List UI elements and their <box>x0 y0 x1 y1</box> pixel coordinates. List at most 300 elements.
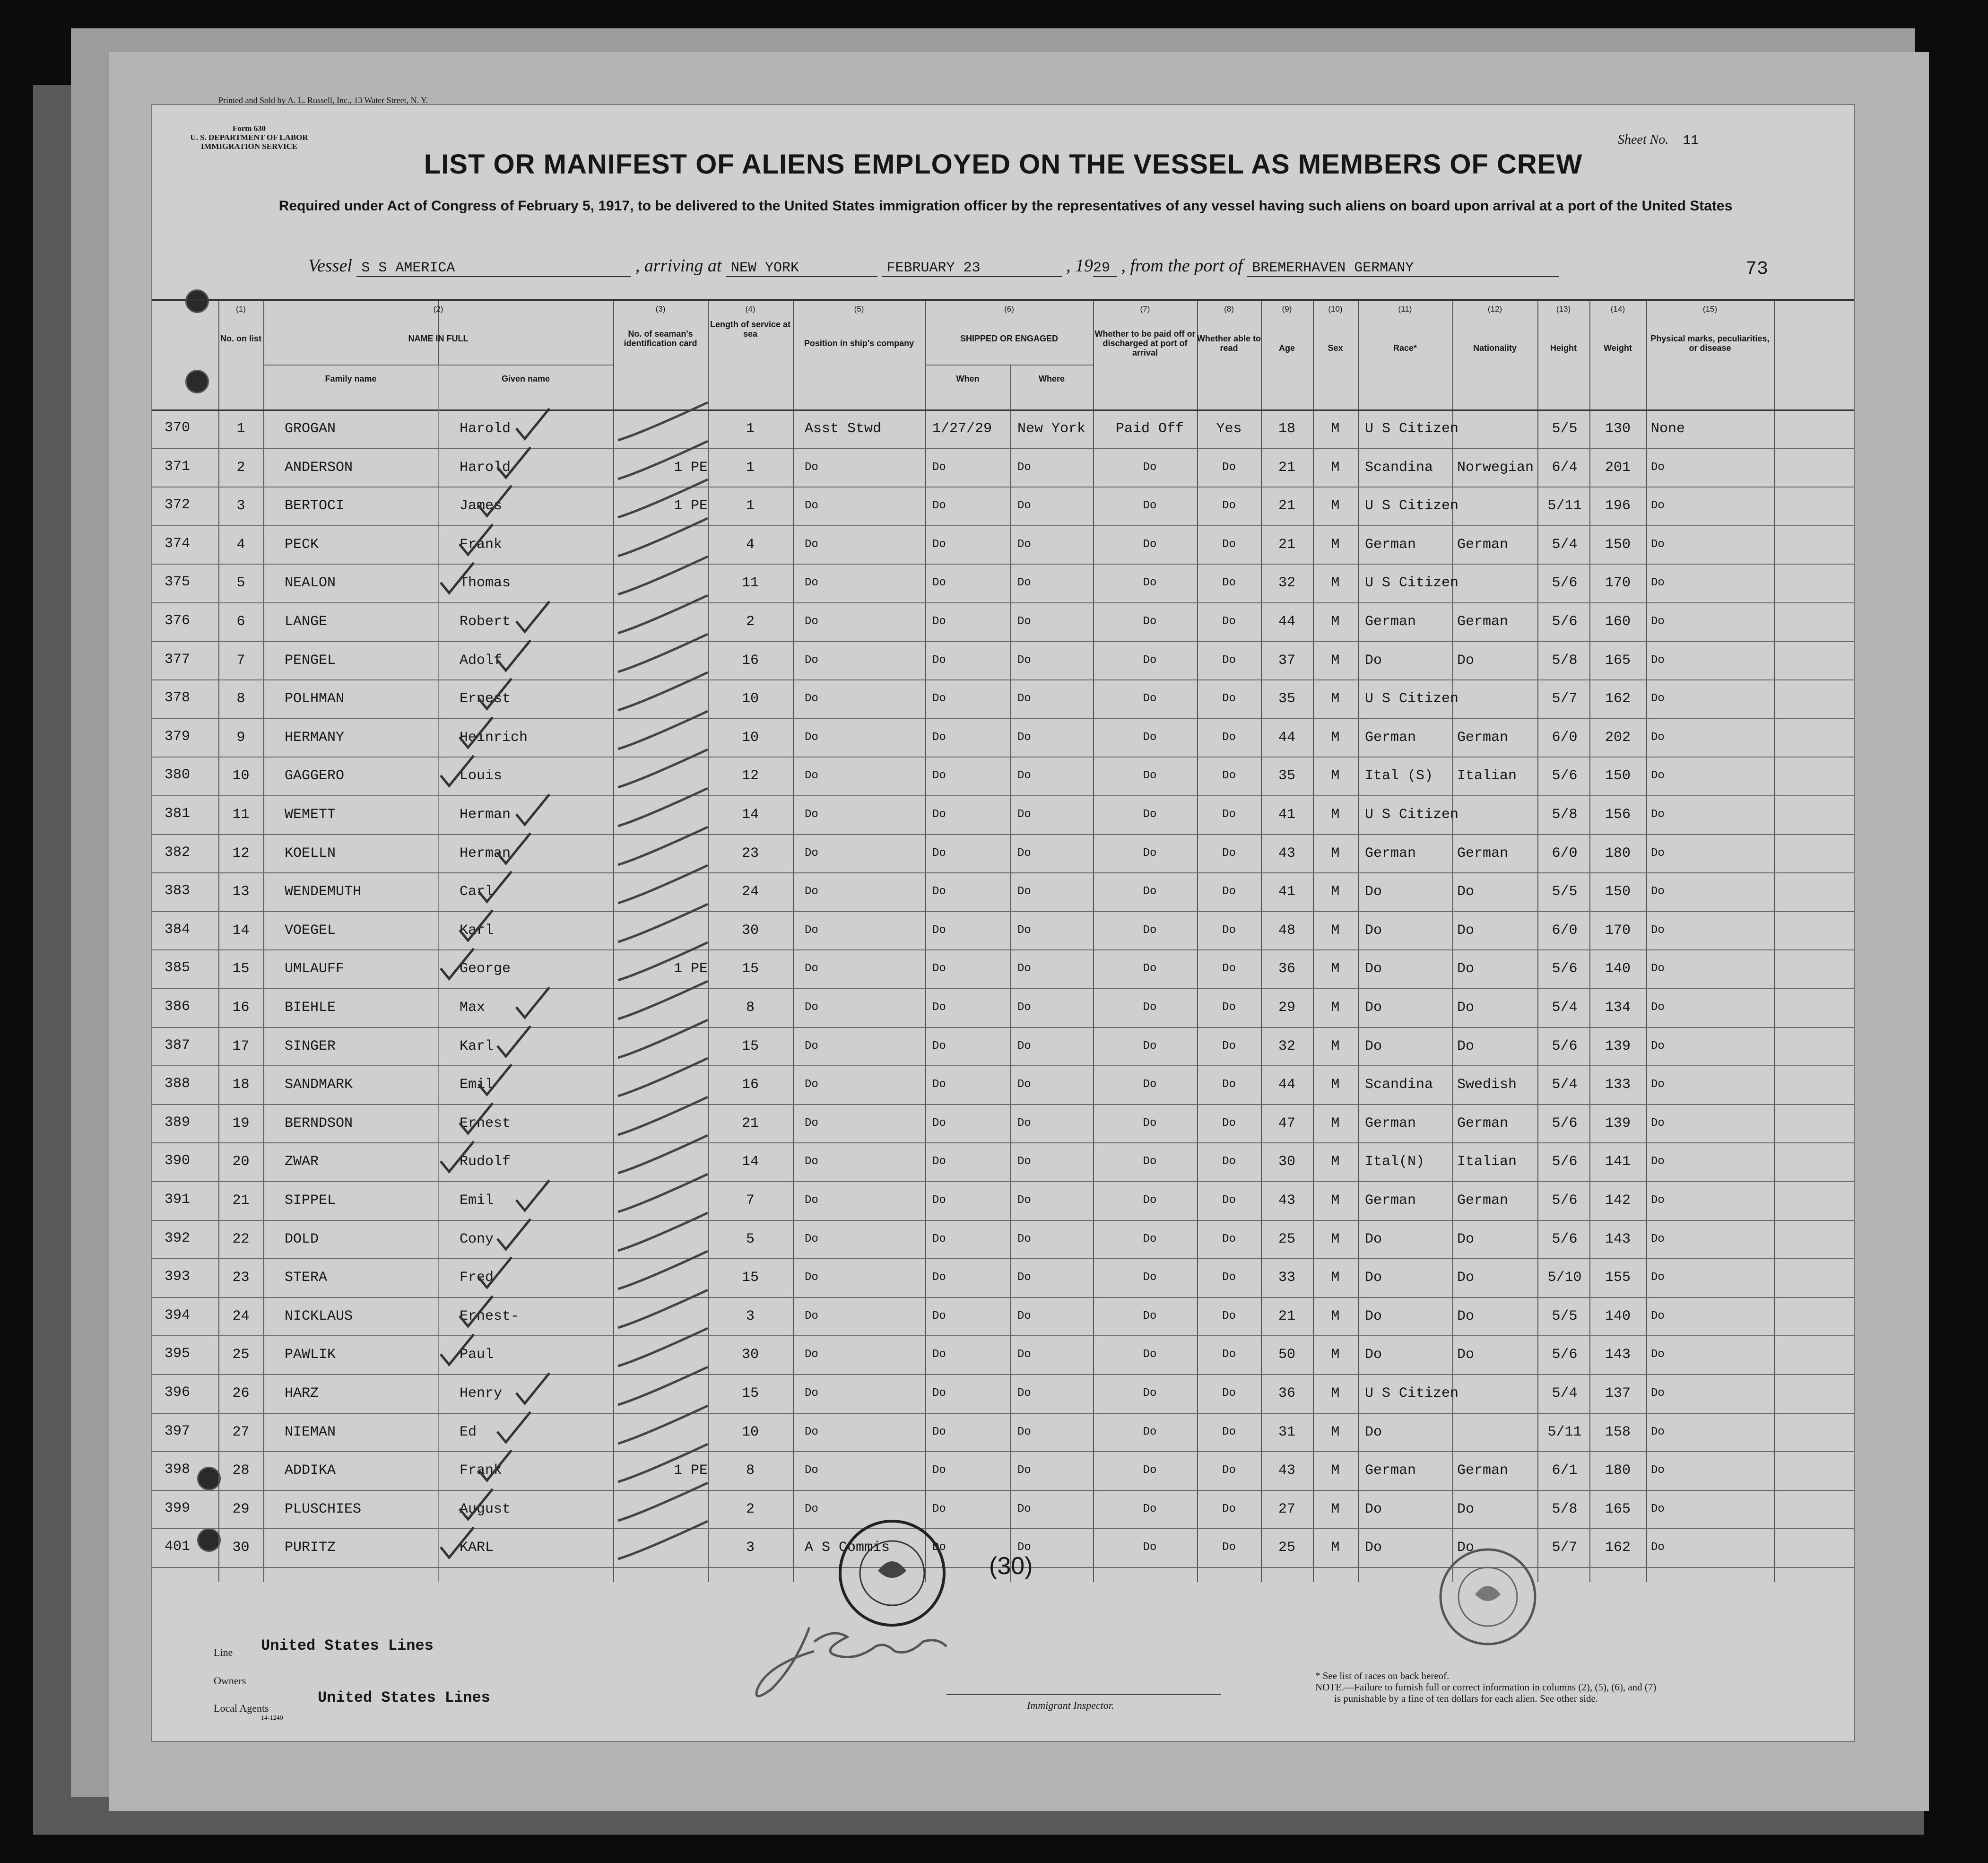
table-cell-height: 5/5 <box>1552 1308 1578 1324</box>
table-cell-given-name: Adolf <box>460 652 503 669</box>
table-cell-weight: 142 <box>1605 1193 1631 1209</box>
table-cell-given-name: August <box>460 1501 511 1517</box>
table-cell-sex: M <box>1331 1154 1340 1170</box>
table-cell-able-to-read: Do <box>1222 1232 1236 1245</box>
table-cell-physical-marks: Do <box>1651 1502 1665 1515</box>
table-cell-shipped-when: Do <box>932 499 946 513</box>
table-cell-paid-off: Do <box>1143 1194 1157 1207</box>
table-cell-height: 5/6 <box>1552 614 1578 630</box>
table-cell-age: 41 <box>1278 884 1295 900</box>
table-cell-height: 5/5 <box>1552 421 1578 437</box>
table-cell-height: 5/6 <box>1552 1193 1578 1209</box>
total-count: (30) <box>989 1552 1033 1580</box>
table-cell-weight: 140 <box>1605 1308 1631 1324</box>
table-cell-weight: 180 <box>1605 845 1631 862</box>
row-rule <box>152 1490 1854 1491</box>
checkmark-icon <box>436 559 478 597</box>
table-cell-shipped-when: 1/27/29 <box>932 421 992 437</box>
table-cell-paid-off: Do <box>1143 1001 1157 1014</box>
header-when: When <box>956 374 980 383</box>
table-cell-sex: M <box>1331 1385 1340 1402</box>
column-rule <box>1646 301 1647 1582</box>
checkmark-icon <box>455 1099 497 1137</box>
checkmark-icon <box>493 829 535 867</box>
table-cell-service-length: 10 <box>741 691 759 707</box>
manifest-number: 381 <box>164 806 190 822</box>
manifest-number: 397 <box>164 1423 190 1439</box>
pencil-slash-icon <box>613 1288 717 1330</box>
table-cell-given-name: Harold <box>460 421 511 437</box>
table-cell-sex: M <box>1331 1115 1340 1132</box>
table-cell-weight: 196 <box>1605 498 1631 514</box>
table-cell-able-to-read: Do <box>1222 461 1236 474</box>
column-number: (15) <box>1702 305 1718 313</box>
table-cell-shipped-when: Do <box>932 1502 946 1515</box>
row-rule <box>152 949 1854 950</box>
table-cell-shipped-when: Do <box>932 769 946 783</box>
crew-table <box>152 299 1854 1582</box>
table-cell-service-length: 1 <box>746 459 755 476</box>
table-cell-given-name: Henry <box>460 1385 503 1402</box>
table-cell-position: Do <box>805 1039 818 1053</box>
table-cell-shipped-when: Do <box>932 653 946 667</box>
table-cell-given-name: James <box>460 498 503 514</box>
table-cell-shipped-when: Do <box>932 846 946 860</box>
table-cell-service-length: 7 <box>746 1193 755 1209</box>
table-cell-position: Do <box>805 1464 818 1477</box>
table-cell-paid-off: Do <box>1143 1155 1157 1168</box>
table-cell-shipped-where: Do <box>1017 1232 1031 1245</box>
column-number: (6) <box>1004 305 1014 313</box>
header-given-name: Given name <box>501 374 550 383</box>
checkmark-icon <box>474 1254 516 1291</box>
table-cell-family-name: PLUSCHIES <box>285 1501 362 1517</box>
table-cell-age: 30 <box>1278 1154 1295 1170</box>
row-rule <box>152 564 1854 565</box>
line-value: United States Lines <box>261 1637 434 1654</box>
row-rule <box>152 1335 1854 1336</box>
table-cell-row-number: 18 <box>232 1077 250 1093</box>
table-cell-family-name: ADDIKA <box>285 1463 336 1479</box>
table-cell-service-length: 14 <box>741 1154 759 1170</box>
checkmark-icon <box>436 752 478 790</box>
pencil-slash-icon <box>613 632 717 674</box>
pencil-slash-icon <box>613 863 717 905</box>
table-cell-sex: M <box>1331 1077 1340 1093</box>
table-cell-sex: M <box>1331 884 1340 900</box>
table-cell-shipped-where: Do <box>1017 615 1031 628</box>
table-cell-family-name: VOEGEL <box>285 922 336 939</box>
table-cell-paid-off: Do <box>1143 1271 1157 1284</box>
column-rule <box>263 301 264 1582</box>
table-cell-physical-marks: Do <box>1651 576 1665 590</box>
table-cell-service-length: 10 <box>741 1424 759 1440</box>
checkmark-icon <box>436 1331 478 1368</box>
pencil-slash-icon <box>613 747 717 790</box>
table-cell-given-name: Ernest <box>460 691 511 707</box>
table-cell-race: Scandina <box>1365 1077 1433 1093</box>
table-cell-physical-marks: Do <box>1651 1078 1665 1091</box>
table-cell-position: Do <box>805 576 818 590</box>
table-cell-shipped-where: Do <box>1017 731 1031 744</box>
table-cell-race: German <box>1365 1193 1416 1209</box>
table-cell-race: Do <box>1365 961 1382 977</box>
table-cell-service-length: 8 <box>746 1000 755 1016</box>
table-cell-family-name: ZWAR <box>285 1154 319 1170</box>
table-cell-row-number: 20 <box>232 1154 250 1170</box>
row-rule <box>152 525 1854 526</box>
table-cell-position: Do <box>805 1309 818 1323</box>
table-cell-shipped-where: Do <box>1017 461 1031 474</box>
table-cell-able-to-read: Do <box>1222 1155 1236 1168</box>
table-cell-shipped-when: Do <box>932 1116 946 1130</box>
table-cell-weight: 141 <box>1605 1154 1631 1170</box>
table-cell-given-name: Rudolf <box>460 1154 511 1170</box>
table-cell-given-name: George <box>460 961 511 977</box>
table-cell-height: 5/6 <box>1552 961 1578 977</box>
table-cell-sex: M <box>1331 961 1340 977</box>
pencil-slash-icon <box>613 1249 717 1291</box>
vessel-name: S S AMERICA <box>356 260 631 277</box>
table-cell-shipped-when: Do <box>932 538 946 551</box>
table-cell-age: 37 <box>1278 652 1295 669</box>
table-cell-paid-off: Do <box>1143 1541 1157 1554</box>
table-cell-paid-off: Do <box>1143 1116 1157 1130</box>
table-cell-shipped-when: Do <box>932 576 946 590</box>
table-cell-height: 5/6 <box>1552 1038 1578 1054</box>
column-rule <box>1093 301 1094 1582</box>
table-cell-position: Do <box>805 1232 818 1245</box>
table-cell-position: A S Commis <box>805 1540 890 1556</box>
table-cell-row-number: 10 <box>232 768 250 784</box>
table-cell-paid-off: Do <box>1143 808 1157 821</box>
checkmark-icon <box>474 482 516 520</box>
table-cell-given-name: Ed <box>460 1424 477 1440</box>
table-cell-physical-marks: Do <box>1651 923 1665 937</box>
table-cell-given-name: Karl <box>460 922 494 939</box>
table-cell-height: 5/6 <box>1552 768 1578 784</box>
sheet-number: Sheet No. 11 <box>1618 132 1699 148</box>
row-rule <box>152 795 1854 796</box>
column-number: (3) <box>655 305 666 313</box>
table-cell-shipped-where: New York <box>1017 421 1086 437</box>
table-cell-service-length: 15 <box>741 1038 759 1054</box>
table-cell-paid-off: Do <box>1143 962 1157 975</box>
table-cell-sex: M <box>1331 807 1340 823</box>
header-subrule <box>925 365 1093 366</box>
arrival-date: FEBRUARY 23 <box>882 260 1062 277</box>
table-cell-row-number: 6 <box>236 614 245 630</box>
header-position: Position in ship's company <box>804 339 914 348</box>
table-cell-shipped-when: Do <box>932 615 946 628</box>
table-cell-nationality: German <box>1457 1463 1509 1479</box>
table-cell-family-name: UMLAUFF <box>285 961 345 977</box>
table-cell-able-to-read: Do <box>1222 1039 1236 1053</box>
table-cell-paid-off: Do <box>1143 1309 1157 1323</box>
table-cell-paid-off: Do <box>1143 538 1157 551</box>
table-cell-family-name: WENDEMUTH <box>285 884 362 900</box>
table-cell-nationality: Do <box>1457 652 1475 669</box>
table-cell-service-length: 16 <box>741 652 759 669</box>
table-cell-paid-off: Do <box>1143 653 1157 667</box>
row-rule <box>152 1104 1854 1105</box>
table-cell-service-length: 1 <box>746 498 755 514</box>
table-cell-sex: M <box>1331 498 1340 514</box>
table-cell-weight: 134 <box>1605 1000 1631 1016</box>
table-cell-age: 31 <box>1278 1424 1295 1440</box>
table-cell-paid-off: Paid Off <box>1115 421 1184 437</box>
table-cell-nationality: Do <box>1457 1501 1475 1517</box>
manifest-number: 377 <box>164 651 190 668</box>
table-cell-physical-marks: Do <box>1651 615 1665 628</box>
table-cell-given-name: Frank <box>460 536 503 553</box>
table-cell-shipped-where: Do <box>1017 769 1031 783</box>
table-cell-physical-marks: Do <box>1651 1425 1665 1438</box>
table-cell-family-name: PENGEL <box>285 652 336 669</box>
table-cell-position: Do <box>805 1194 818 1207</box>
table-cell-family-name: NIEMAN <box>285 1424 336 1440</box>
manifest-number: 387 <box>164 1037 190 1053</box>
table-cell-service-length: 21 <box>741 1115 759 1132</box>
checkmark-icon <box>493 1022 535 1060</box>
row-rule <box>152 1297 1854 1298</box>
table-cell-able-to-read: Do <box>1222 1387 1236 1400</box>
table-cell-service-length: 12 <box>741 768 759 784</box>
pencil-slash-icon <box>613 1403 717 1446</box>
table-cell-shipped-where: Do <box>1017 1464 1031 1477</box>
table-cell-height: 5/7 <box>1552 1540 1578 1556</box>
table-cell-service-length: 11 <box>741 575 759 592</box>
table-cell-age: 43 <box>1278 1193 1295 1209</box>
pencil-slash-icon <box>613 825 717 867</box>
pencil-slash-icon <box>613 670 717 713</box>
table-cell-paid-off: Do <box>1143 615 1157 628</box>
table-cell-sex: M <box>1331 1038 1340 1054</box>
table-cell-able-to-read: Do <box>1222 615 1236 628</box>
table-cell-shipped-where: Do <box>1017 692 1031 705</box>
table-cell-weight: 156 <box>1605 807 1631 823</box>
pencil-slash-icon <box>613 1133 717 1175</box>
table-cell-race: U S Citizen <box>1365 575 1459 592</box>
table-cell-row-number: 22 <box>232 1231 250 1247</box>
table-cell-row-number: 28 <box>232 1463 250 1479</box>
table-cell-service-length: 8 <box>746 1463 755 1479</box>
column-number: (12) <box>1487 305 1502 313</box>
table-cell-row-number: 26 <box>232 1385 250 1402</box>
table-cell-weight: 165 <box>1605 1501 1631 1517</box>
header-name-in-full: NAME IN FULL <box>408 334 469 343</box>
table-cell-physical-marks: Do <box>1651 1464 1665 1477</box>
table-cell-position: Do <box>805 1116 818 1130</box>
table-cell-able-to-read: Do <box>1222 653 1236 667</box>
table-cell-paid-off: Do <box>1143 1502 1157 1515</box>
table-cell-weight: 170 <box>1605 922 1631 939</box>
table-cell-given-name: Ernest- <box>460 1308 520 1324</box>
table-cell-given-name: Fred <box>460 1270 494 1286</box>
pencil-slash-icon <box>613 1095 717 1137</box>
manifest-number: 401 <box>164 1539 190 1555</box>
table-cell-shipped-when: Do <box>932 1232 946 1245</box>
line-label: Line <box>214 1646 233 1658</box>
table-cell-physical-marks: Do <box>1651 962 1665 975</box>
table-cell-id-card: 1 PE <box>673 498 708 514</box>
table-cell-nationality: Italian <box>1457 1154 1517 1170</box>
table-cell-nationality: German <box>1457 536 1509 553</box>
table-cell-age: 44 <box>1278 1077 1295 1093</box>
table-cell-shipped-when: Do <box>932 1348 946 1361</box>
table-cell-nationality: Do <box>1457 884 1475 900</box>
table-cell-paid-off: Do <box>1143 1078 1157 1091</box>
pencil-slash-icon <box>613 1365 717 1407</box>
table-cell-position: Do <box>805 1001 818 1014</box>
manifest-number: 399 <box>164 1500 190 1516</box>
table-cell-position: Do <box>805 769 818 783</box>
table-cell-sex: M <box>1331 1308 1340 1324</box>
table-cell-position: Asst Stwd <box>805 421 882 437</box>
signature-line <box>946 1694 1221 1695</box>
arrival-year: 29 <box>1093 260 1117 277</box>
table-cell-nationality: Do <box>1457 961 1475 977</box>
table-cell-physical-marks: Do <box>1651 538 1665 551</box>
table-cell-family-name: NEALON <box>285 575 336 592</box>
table-cell-age: 18 <box>1278 421 1295 437</box>
table-cell-paid-off: Do <box>1143 923 1157 937</box>
table-cell-race: Do <box>1365 1540 1382 1556</box>
table-cell-able-to-read: Do <box>1222 538 1236 551</box>
row-rule <box>152 679 1854 680</box>
table-cell-family-name: ANDERSON <box>285 459 353 476</box>
header-nationality: Nationality <box>1473 343 1517 353</box>
table-cell-family-name: BERTOCI <box>285 498 345 514</box>
table-cell-able-to-read: Do <box>1222 1116 1236 1130</box>
table-cell-weight: 133 <box>1605 1077 1631 1093</box>
table-cell-nationality: Do <box>1457 1038 1475 1054</box>
column-number: (1) <box>236 305 246 313</box>
table-cell-race: Do <box>1365 1308 1382 1324</box>
manifest-number: 375 <box>164 574 190 591</box>
checkmark-icon <box>512 984 554 1021</box>
table-cell-given-name: Max <box>460 1000 486 1016</box>
table-cell-shipped-where: Do <box>1017 1502 1031 1515</box>
table-cell-able-to-read: Do <box>1222 962 1236 975</box>
table-cell-nationality: German <box>1457 845 1509 862</box>
table-cell-shipped-when: Do <box>932 692 946 705</box>
table-cell-family-name: DOLD <box>285 1231 319 1247</box>
table-cell-row-number: 24 <box>232 1308 250 1324</box>
table-cell-given-name: Heinrich <box>460 729 528 746</box>
table-cell-physical-marks: Do <box>1651 1541 1665 1554</box>
footnote: * See list of races on back hereof. NOTE.—Failure to furnish full or correct information in columns (2), (5), (6), and (7) is punishable by a fine of ten dollars for each alien. See other side. <box>1315 1670 1657 1704</box>
table-cell-given-name: Carl <box>460 884 494 900</box>
checkmark-icon <box>436 1138 478 1175</box>
table-cell-race: Do <box>1365 884 1382 900</box>
table-cell-sex: M <box>1331 652 1340 669</box>
table-cell-weight: 170 <box>1605 575 1631 592</box>
column-number: (10) <box>1328 305 1343 313</box>
row-rule <box>152 834 1854 835</box>
pencil-slash-icon <box>613 1210 717 1253</box>
table-cell-able-to-read: Do <box>1222 1502 1236 1515</box>
manifest-number: 380 <box>164 767 190 784</box>
table-cell-service-length: 30 <box>741 1347 759 1363</box>
table-cell-weight: 143 <box>1605 1231 1631 1247</box>
table-cell-shipped-when: Do <box>932 461 946 474</box>
table-cell-service-length: 3 <box>746 1308 755 1324</box>
table-cell-able-to-read: Do <box>1222 769 1236 783</box>
manifest-number: 376 <box>164 613 190 629</box>
table-cell-weight: 155 <box>1605 1270 1631 1286</box>
column-number: (13) <box>1556 305 1571 313</box>
manifest-number: 382 <box>164 844 190 861</box>
table-cell-service-length: 5 <box>746 1231 755 1247</box>
table-cell-row-number: 2 <box>236 459 245 476</box>
table-cell-age: 29 <box>1278 1000 1295 1016</box>
table-cell-position: Do <box>805 808 818 821</box>
table-cell-physical-marks: Do <box>1651 885 1665 898</box>
row-rule <box>152 1374 1854 1375</box>
table-cell-able-to-read: Do <box>1222 1309 1236 1323</box>
departure-port: BREMERHAVEN GERMANY <box>1247 260 1559 277</box>
table-cell-service-length: 14 <box>741 807 759 823</box>
table-cell-paid-off: Do <box>1143 885 1157 898</box>
table-cell-nationality: Do <box>1457 1308 1475 1324</box>
row-rule <box>152 911 1854 912</box>
checkmark-icon <box>455 1292 497 1330</box>
printer-credit: Printed and Sold by A. L. Russell, Inc., 13 Water Street, N. Y. <box>218 96 428 105</box>
pencil-slash-icon <box>613 400 717 443</box>
column-number: (11) <box>1398 305 1412 313</box>
manifest-number: 371 <box>164 458 190 475</box>
manifest-number: 384 <box>164 921 190 938</box>
table-cell-nationality: German <box>1457 1193 1509 1209</box>
table-cell-age: 35 <box>1278 768 1295 784</box>
table-cell-row-number: 29 <box>232 1501 250 1517</box>
table-cell-able-to-read: Do <box>1222 885 1236 898</box>
table-cell-given-name: Harold <box>460 459 511 476</box>
table-cell-row-number: 15 <box>232 961 250 977</box>
header-physical-marks: Physical marks, peculiarities, or disease <box>1650 334 1770 353</box>
table-cell-able-to-read: Do <box>1222 731 1236 744</box>
table-cell-shipped-when: Do <box>932 885 946 898</box>
table-cell-nationality: German <box>1457 1115 1509 1132</box>
table-cell-row-number: 1 <box>236 421 245 437</box>
table-cell-height: 5/5 <box>1552 884 1578 900</box>
table-cell-row-number: 4 <box>236 536 245 553</box>
checkmark-icon <box>474 1061 516 1098</box>
header-weight: Weight <box>1604 343 1632 353</box>
table-cell-nationality: Do <box>1457 1540 1475 1556</box>
header-shipped-engaged: SHIPPED OR ENGAGED <box>960 334 1059 343</box>
table-cell-paid-off: Do <box>1143 1425 1157 1438</box>
table-cell-family-name: STERA <box>285 1270 328 1286</box>
table-cell-sex: M <box>1331 768 1340 784</box>
table-cell-sex: M <box>1331 1347 1340 1363</box>
table-cell-able-to-read: Do <box>1222 576 1236 590</box>
table-cell-sex: M <box>1331 614 1340 630</box>
table-cell-shipped-where: Do <box>1017 962 1031 975</box>
table-cell-given-name: Frank <box>460 1463 503 1479</box>
pencil-slash-icon <box>613 1480 717 1523</box>
table-cell-weight: 162 <box>1605 691 1631 707</box>
table-cell-paid-off: Do <box>1143 769 1157 783</box>
row-rule <box>152 1065 1854 1066</box>
table-cell-row-number: 8 <box>236 691 245 707</box>
table-cell-shipped-when: Do <box>932 1387 946 1400</box>
table-cell-paid-off: Do <box>1143 1232 1157 1245</box>
table-cell-shipped-when: Do <box>932 1001 946 1014</box>
table-cell-age: 36 <box>1278 1385 1295 1402</box>
table-cell-position: Do <box>805 653 818 667</box>
